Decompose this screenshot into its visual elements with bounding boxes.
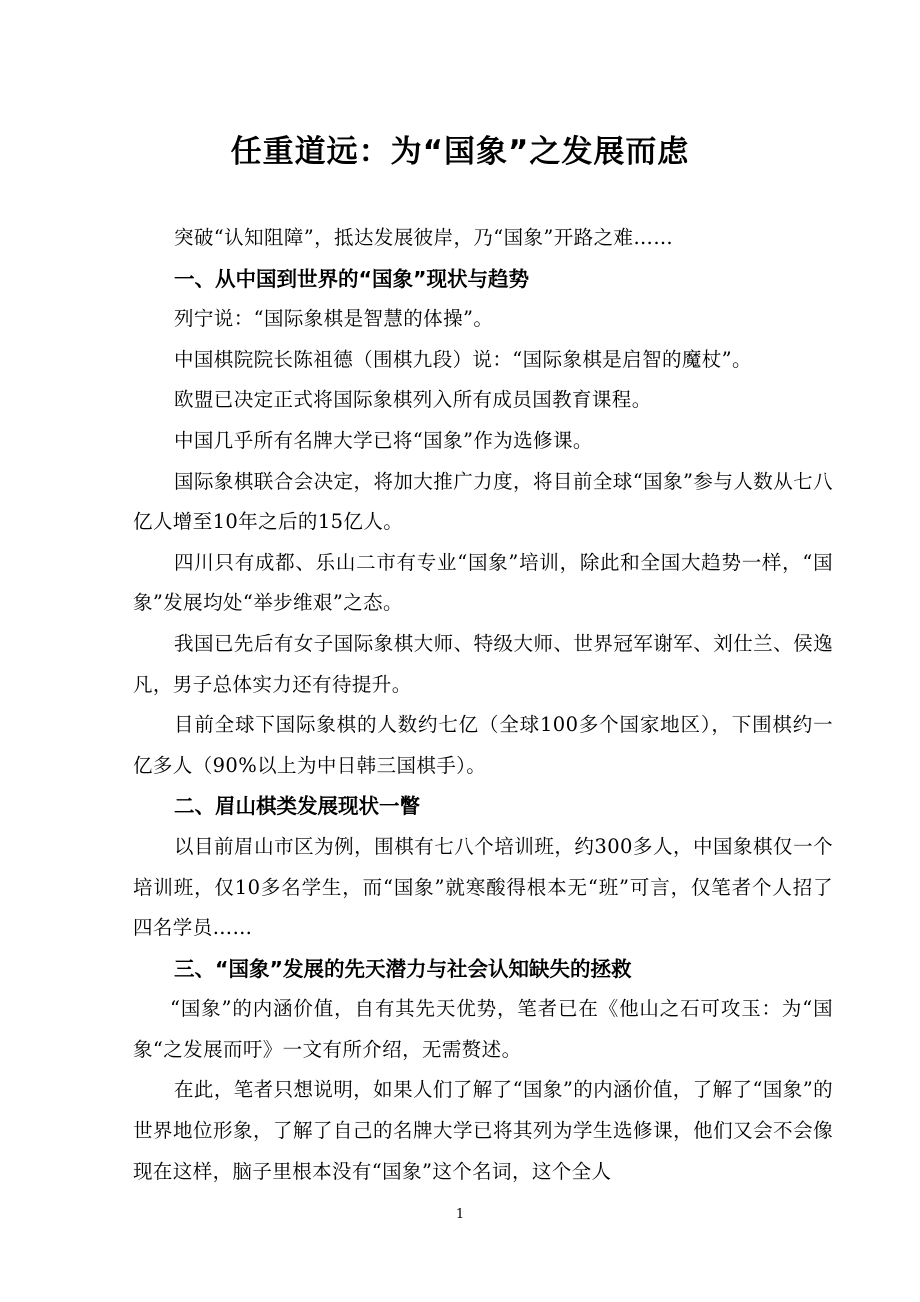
paragraph: 在此，笔者只想说明，如果人们了解了“国象”的内涵价值，了解了“国象”的世界地位形象，了解了自己的名牌大学已将其列为学生选修课，他们又会不会像现在这样，脑子里根本没有“国象”这个名词，这个全人 [133,1078,833,1183]
section-3 [133,949,833,1193]
paragraph: 欧盟已决定正式将国际象棋列入所有成员国教育课程。 [174,388,652,412]
document-body [133,218,833,1192]
paragraph: 目前全球下国际象棋的人数约七亿（全球100多个国家地区），下围棋约一亿多人（90%以上为中日韩三国棋手）。 [133,713,833,777]
intro-paragraph: 突破“认知阻障”，抵达发展彼岸，乃“国象”开路之难…… [174,226,674,249]
paragraph: 以目前眉山市区为例，围棋有七八个培训班，约300多人，中国象棋仅一个培训班，仅10多名学生，而“国象”就寒酸得根本无“班”可言，仅笔者个人招了四名学员…… [133,834,833,940]
section-heading: 三、“国象”发展的先天潜力与社会认知缺失的拯救 [174,956,632,981]
paragraph: 国际象棋联合会决定，将加大推广力度，将目前全球“国象”参与人数从七八亿人增至10年之后的15亿人。 [133,469,833,534]
section-heading: 一、从中国到世界的“国象”现状与趋势 [174,266,529,291]
paragraph: 中国棋院院长陈祖德（围棋九段）说：“国际象棋是启智的魔杖”。 [174,347,752,371]
document-title: 任重道远：为“国象”之发展而虑 [230,134,690,170]
paragraph: 四川只有成都、乐山二市有专业“国象”培训，除此和全国大趋势一样，“国象”发展均处“举步维艰”之态。 [133,550,833,615]
paragraph: 我国已先后有女子国际象棋大师、特级大师、世界冠军谢军、刘仕兰、侯逸凡，男子总体实力还有待提升。 [133,631,833,696]
page-number: 1 [455,1207,465,1222]
section-heading: 二、眉山棋类发展现状一瞥 [174,794,420,819]
paragraph: 列宁说：“国际象棋是智慧的体操”。 [174,307,494,331]
section-2 [133,786,833,948]
paragraph: 中国几乎所有名牌大学已将“国象”作为选修课。 [174,428,593,452]
section-1 [133,259,833,787]
paragraph: “国象”的内涵价值，自有其先天优势，笔者已在《他山之石可攻玉：为“国象“之发展而吁》一文有所介绍，无需赘述。 [133,997,833,1061]
